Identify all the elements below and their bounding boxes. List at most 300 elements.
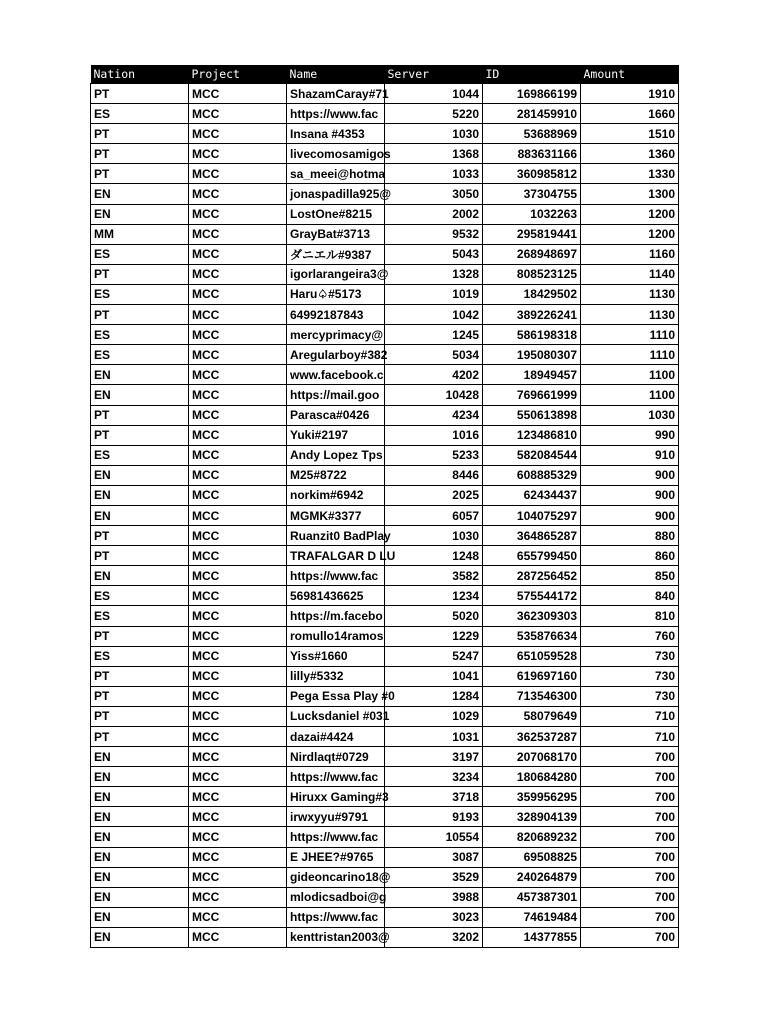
cell-name: dazai#4424 (287, 727, 385, 747)
cell-nation: EN (91, 485, 189, 505)
cell-id: 359956295 (483, 787, 581, 807)
cell-nation: ES (91, 325, 189, 345)
cell-name: mercyprimacy@ (287, 325, 385, 345)
cell-nation: EN (91, 385, 189, 405)
cell-project: MCC (189, 485, 287, 505)
cell-id: 207068170 (483, 747, 581, 767)
cell-nation: PT (91, 84, 189, 104)
cell-amount: 700 (581, 887, 679, 907)
cell-project: MCC (189, 646, 287, 666)
table-body (91, 84, 679, 948)
cell-nation: EN (91, 767, 189, 787)
cell-amount: 1110 (581, 325, 679, 345)
cell-name: livecomosamigos (287, 144, 385, 164)
cell-project: MCC (189, 727, 287, 747)
cell-name: Yuki#2197 (287, 425, 385, 445)
cell-server: 3202 (385, 927, 483, 947)
cell-id: 655799450 (483, 546, 581, 566)
cell-id: 240264879 (483, 867, 581, 887)
cell-server: 1029 (385, 706, 483, 726)
cell-server: 9193 (385, 807, 483, 827)
cell-project: MCC (189, 284, 287, 304)
cell-project: MCC (189, 345, 287, 365)
table-row (91, 827, 679, 847)
table-row (91, 546, 679, 566)
cell-amount: 1100 (581, 385, 679, 405)
cell-nation: EN (91, 807, 189, 827)
cell-server: 3529 (385, 867, 483, 887)
cell-server: 10554 (385, 827, 483, 847)
cell-project: MCC (189, 747, 287, 767)
cell-nation: ES (91, 345, 189, 365)
cell-amount: 1130 (581, 284, 679, 304)
cell-nation: PT (91, 164, 189, 184)
cell-name: https://www.fac (287, 104, 385, 124)
cell-amount: 700 (581, 927, 679, 947)
cell-id: 769661999 (483, 385, 581, 405)
cell-id: 586198318 (483, 325, 581, 345)
cell-server: 1234 (385, 586, 483, 606)
table-row (91, 867, 679, 887)
table-row (91, 686, 679, 706)
header-name: Name (287, 65, 385, 84)
cell-amount: 1030 (581, 405, 679, 425)
cell-id: 62434437 (483, 485, 581, 505)
cell-id: 123486810 (483, 425, 581, 445)
table-row (91, 264, 679, 284)
cell-project: MCC (189, 365, 287, 385)
cell-nation: EN (91, 505, 189, 525)
cell-server: 1284 (385, 686, 483, 706)
cell-id: 180684280 (483, 767, 581, 787)
cell-nation: PT (91, 144, 189, 164)
cell-amount: 700 (581, 787, 679, 807)
cell-amount: 700 (581, 907, 679, 927)
cell-amount: 1660 (581, 104, 679, 124)
cell-server: 3582 (385, 566, 483, 586)
cell-amount: 700 (581, 747, 679, 767)
cell-project: MCC (189, 465, 287, 485)
cell-project: MCC (189, 827, 287, 847)
cell-nation: EN (91, 566, 189, 586)
cell-project: MCC (189, 907, 287, 927)
cell-name: MGMK#3377 (287, 505, 385, 525)
data-table (90, 65, 679, 948)
cell-name: mlodicsadboi@g (287, 887, 385, 907)
cell-amount: 900 (581, 485, 679, 505)
cell-nation: EN (91, 365, 189, 385)
table-row (91, 505, 679, 525)
cell-server: 1030 (385, 526, 483, 546)
cell-id: 18949457 (483, 365, 581, 385)
table-row (91, 586, 679, 606)
header-server: Server (385, 65, 483, 84)
table-row (91, 706, 679, 726)
cell-name: Insana #4353 (287, 124, 385, 144)
cell-id: 104075297 (483, 505, 581, 525)
cell-nation: ES (91, 606, 189, 626)
cell-id: 18429502 (483, 284, 581, 304)
cell-amount: 1110 (581, 345, 679, 365)
cell-server: 3718 (385, 787, 483, 807)
cell-amount: 900 (581, 465, 679, 485)
cell-project: MCC (189, 887, 287, 907)
cell-name: lilly#5332 (287, 666, 385, 686)
cell-amount: 990 (581, 425, 679, 445)
cell-amount: 1200 (581, 204, 679, 224)
cell-amount: 1360 (581, 144, 679, 164)
cell-nation: EN (91, 847, 189, 867)
cell-amount: 850 (581, 566, 679, 586)
cell-amount: 730 (581, 646, 679, 666)
cell-name: https://www.fac (287, 827, 385, 847)
cell-amount: 700 (581, 807, 679, 827)
cell-server: 1245 (385, 325, 483, 345)
cell-project: MCC (189, 164, 287, 184)
cell-amount: 1160 (581, 244, 679, 264)
cell-id: 608885329 (483, 465, 581, 485)
cell-amount: 880 (581, 526, 679, 546)
cell-nation: ES (91, 284, 189, 304)
cell-nation: EN (91, 907, 189, 927)
cell-name: Lucksdaniel #031 (287, 706, 385, 726)
table-row (91, 104, 679, 124)
table-row (91, 927, 679, 947)
cell-project: MCC (189, 84, 287, 104)
table-row (91, 244, 679, 264)
cell-project: MCC (189, 867, 287, 887)
cell-id: 619697160 (483, 666, 581, 686)
cell-amount: 730 (581, 686, 679, 706)
cell-name: https://www.fac (287, 907, 385, 927)
cell-server: 5034 (385, 345, 483, 365)
cell-project: MCC (189, 325, 287, 345)
cell-name: 56981436625 (287, 586, 385, 606)
cell-id: 169866199 (483, 84, 581, 104)
cell-id: 37304755 (483, 184, 581, 204)
cell-name: Hiruxx Gaming#3 (287, 787, 385, 807)
cell-nation: EN (91, 827, 189, 847)
header-amount: Amount (581, 65, 679, 84)
cell-id: 575544172 (483, 586, 581, 606)
table-row (91, 747, 679, 767)
cell-server: 3087 (385, 847, 483, 867)
cell-server: 1016 (385, 425, 483, 445)
cell-amount: 860 (581, 546, 679, 566)
cell-amount: 700 (581, 847, 679, 867)
cell-id: 362537287 (483, 727, 581, 747)
cell-id: 651059528 (483, 646, 581, 666)
cell-nation: EN (91, 747, 189, 767)
cell-name: M25#8722 (287, 465, 385, 485)
table-row (91, 787, 679, 807)
cell-server: 1031 (385, 727, 483, 747)
table-row (91, 204, 679, 224)
cell-project: MCC (189, 425, 287, 445)
cell-project: MCC (189, 305, 287, 325)
cell-name: sa_meei@hotma (287, 164, 385, 184)
cell-id: 535876634 (483, 626, 581, 646)
cell-nation: PT (91, 626, 189, 646)
cell-nation: EN (91, 204, 189, 224)
cell-server: 5233 (385, 445, 483, 465)
cell-project: MCC (189, 807, 287, 827)
cell-nation: PT (91, 124, 189, 144)
cell-nation: EN (91, 927, 189, 947)
cell-project: MCC (189, 385, 287, 405)
table-row (91, 526, 679, 546)
cell-project: MCC (189, 204, 287, 224)
cell-project: MCC (189, 124, 287, 144)
cell-id: 295819441 (483, 224, 581, 244)
cell-id: 268948697 (483, 244, 581, 264)
cell-nation: PT (91, 546, 189, 566)
cell-nation: PT (91, 686, 189, 706)
cell-nation: PT (91, 405, 189, 425)
cell-id: 53688969 (483, 124, 581, 144)
cell-project: MCC (189, 405, 287, 425)
cell-amount: 1130 (581, 305, 679, 325)
cell-project: MCC (189, 767, 287, 787)
cell-amount: 1140 (581, 264, 679, 284)
cell-server: 4234 (385, 405, 483, 425)
cell-name: E JHEE?#9765 (287, 847, 385, 867)
cell-id: 808523125 (483, 264, 581, 284)
cell-amount: 700 (581, 767, 679, 787)
cell-project: MCC (189, 686, 287, 706)
cell-id: 14377855 (483, 927, 581, 947)
cell-nation: PT (91, 425, 189, 445)
cell-nation: ES (91, 586, 189, 606)
table-row (91, 606, 679, 626)
cell-server: 1248 (385, 546, 483, 566)
cell-nation: PT (91, 706, 189, 726)
cell-project: MCC (189, 787, 287, 807)
cell-server: 5043 (385, 244, 483, 264)
cell-project: MCC (189, 626, 287, 646)
cell-id: 1032263 (483, 204, 581, 224)
table-row (91, 84, 679, 104)
table-row (91, 345, 679, 365)
cell-amount: 1100 (581, 365, 679, 385)
cell-id: 364865287 (483, 526, 581, 546)
cell-id: 582084544 (483, 445, 581, 465)
cell-server: 1229 (385, 626, 483, 646)
cell-name: Haru♤#5173 (287, 284, 385, 304)
cell-name: Parasca#0426 (287, 405, 385, 425)
cell-name: Aregularboy#382 (287, 345, 385, 365)
table-row (91, 224, 679, 244)
cell-nation: EN (91, 867, 189, 887)
header-id: ID (483, 65, 581, 84)
table-row (91, 907, 679, 927)
cell-name: ShazamCaray#71 (287, 84, 385, 104)
cell-project: MCC (189, 144, 287, 164)
cell-server: 1033 (385, 164, 483, 184)
cell-name: GrayBat#3713 (287, 224, 385, 244)
table-row (91, 807, 679, 827)
cell-project: MCC (189, 244, 287, 264)
cell-name: kenttristan2003@ (287, 927, 385, 947)
cell-amount: 700 (581, 867, 679, 887)
cell-id: 287256452 (483, 566, 581, 586)
table-row (91, 184, 679, 204)
table-row (91, 727, 679, 747)
cell-amount: 710 (581, 706, 679, 726)
cell-name: LostOne#8215 (287, 204, 385, 224)
cell-amount: 1300 (581, 184, 679, 204)
cell-name: igorlarangeira3@ (287, 264, 385, 284)
header-row (91, 65, 679, 84)
cell-id: 713546300 (483, 686, 581, 706)
cell-name: norkim#6942 (287, 485, 385, 505)
cell-id: 58079649 (483, 706, 581, 726)
table-row (91, 485, 679, 505)
cell-project: MCC (189, 445, 287, 465)
cell-amount: 700 (581, 827, 679, 847)
cell-name: Ruanzit0 BadPlay (287, 526, 385, 546)
table-row (91, 566, 679, 586)
cell-server: 3197 (385, 747, 483, 767)
cell-id: 281459910 (483, 104, 581, 124)
header-project: Project (189, 65, 287, 84)
cell-name: ダニエル#9387 (287, 244, 385, 264)
cell-name: https://www.fac (287, 566, 385, 586)
cell-id: 328904139 (483, 807, 581, 827)
cell-project: MCC (189, 184, 287, 204)
cell-nation: ES (91, 104, 189, 124)
cell-name: https://www.fac (287, 767, 385, 787)
cell-id: 74619484 (483, 907, 581, 927)
cell-server: 5220 (385, 104, 483, 124)
cell-server: 5020 (385, 606, 483, 626)
cell-project: MCC (189, 505, 287, 525)
table-row (91, 284, 679, 304)
cell-project: MCC (189, 927, 287, 947)
cell-project: MCC (189, 224, 287, 244)
cell-id: 550613898 (483, 405, 581, 425)
table-row (91, 646, 679, 666)
cell-id: 69508825 (483, 847, 581, 867)
cell-project: MCC (189, 706, 287, 726)
cell-server: 2025 (385, 485, 483, 505)
cell-amount: 730 (581, 666, 679, 686)
cell-amount: 1200 (581, 224, 679, 244)
cell-name: TRAFALGAR D LU (287, 546, 385, 566)
cell-nation: ES (91, 244, 189, 264)
table-row (91, 405, 679, 425)
cell-nation: PT (91, 526, 189, 546)
cell-id: 820689232 (483, 827, 581, 847)
cell-id: 362309303 (483, 606, 581, 626)
cell-project: MCC (189, 546, 287, 566)
cell-id: 457387301 (483, 887, 581, 907)
cell-nation: EN (91, 787, 189, 807)
cell-name: Yiss#1660 (287, 646, 385, 666)
table-row (91, 385, 679, 405)
cell-amount: 910 (581, 445, 679, 465)
cell-nation: PT (91, 666, 189, 686)
cell-server: 1368 (385, 144, 483, 164)
cell-project: MCC (189, 566, 287, 586)
cell-server: 1041 (385, 666, 483, 686)
cell-nation: ES (91, 445, 189, 465)
table-row (91, 465, 679, 485)
table-row (91, 626, 679, 646)
table-row (91, 124, 679, 144)
cell-name: Pega Essa Play #0 (287, 686, 385, 706)
cell-name: jonaspadilla925@ (287, 184, 385, 204)
cell-server: 6057 (385, 505, 483, 525)
table-row (91, 425, 679, 445)
cell-server: 5247 (385, 646, 483, 666)
cell-nation: EN (91, 184, 189, 204)
cell-server: 3988 (385, 887, 483, 907)
cell-name: irwxyyu#9791 (287, 807, 385, 827)
cell-server: 3234 (385, 767, 483, 787)
cell-name: https://m.facebo (287, 606, 385, 626)
cell-amount: 1510 (581, 124, 679, 144)
cell-nation: EN (91, 887, 189, 907)
cell-name: Nirdlaqt#0729 (287, 747, 385, 767)
cell-amount: 1330 (581, 164, 679, 184)
table-row (91, 325, 679, 345)
cell-nation: ES (91, 646, 189, 666)
cell-server: 1030 (385, 124, 483, 144)
cell-name: romullo14ramos (287, 626, 385, 646)
cell-server: 3050 (385, 184, 483, 204)
cell-amount: 900 (581, 505, 679, 525)
table-row (91, 144, 679, 164)
cell-project: MCC (189, 847, 287, 867)
cell-nation: EN (91, 465, 189, 485)
table-row (91, 887, 679, 907)
cell-name: Andy Lopez Tps (287, 445, 385, 465)
cell-id: 360985812 (483, 164, 581, 184)
cell-server: 1328 (385, 264, 483, 284)
spreadsheet (90, 65, 678, 948)
cell-amount: 710 (581, 727, 679, 747)
cell-server: 1042 (385, 305, 483, 325)
cell-server: 1044 (385, 84, 483, 104)
cell-server: 8446 (385, 465, 483, 485)
cell-nation: MM (91, 224, 189, 244)
cell-project: MCC (189, 104, 287, 124)
cell-amount: 810 (581, 606, 679, 626)
cell-server: 2002 (385, 204, 483, 224)
cell-name: https://mail.goo (287, 385, 385, 405)
table-row (91, 666, 679, 686)
cell-amount: 760 (581, 626, 679, 646)
cell-id: 195080307 (483, 345, 581, 365)
cell-project: MCC (189, 666, 287, 686)
cell-amount: 840 (581, 586, 679, 606)
table-row (91, 847, 679, 867)
table-row (91, 305, 679, 325)
cell-name: www.facebook.c (287, 365, 385, 385)
table-row (91, 445, 679, 465)
cell-name: gideoncarino18@ (287, 867, 385, 887)
cell-server: 9532 (385, 224, 483, 244)
cell-amount: 1910 (581, 84, 679, 104)
cell-server: 1019 (385, 284, 483, 304)
cell-project: MCC (189, 586, 287, 606)
cell-server: 3023 (385, 907, 483, 927)
cell-project: MCC (189, 606, 287, 626)
cell-id: 389226241 (483, 305, 581, 325)
cell-project: MCC (189, 264, 287, 284)
cell-nation: PT (91, 305, 189, 325)
